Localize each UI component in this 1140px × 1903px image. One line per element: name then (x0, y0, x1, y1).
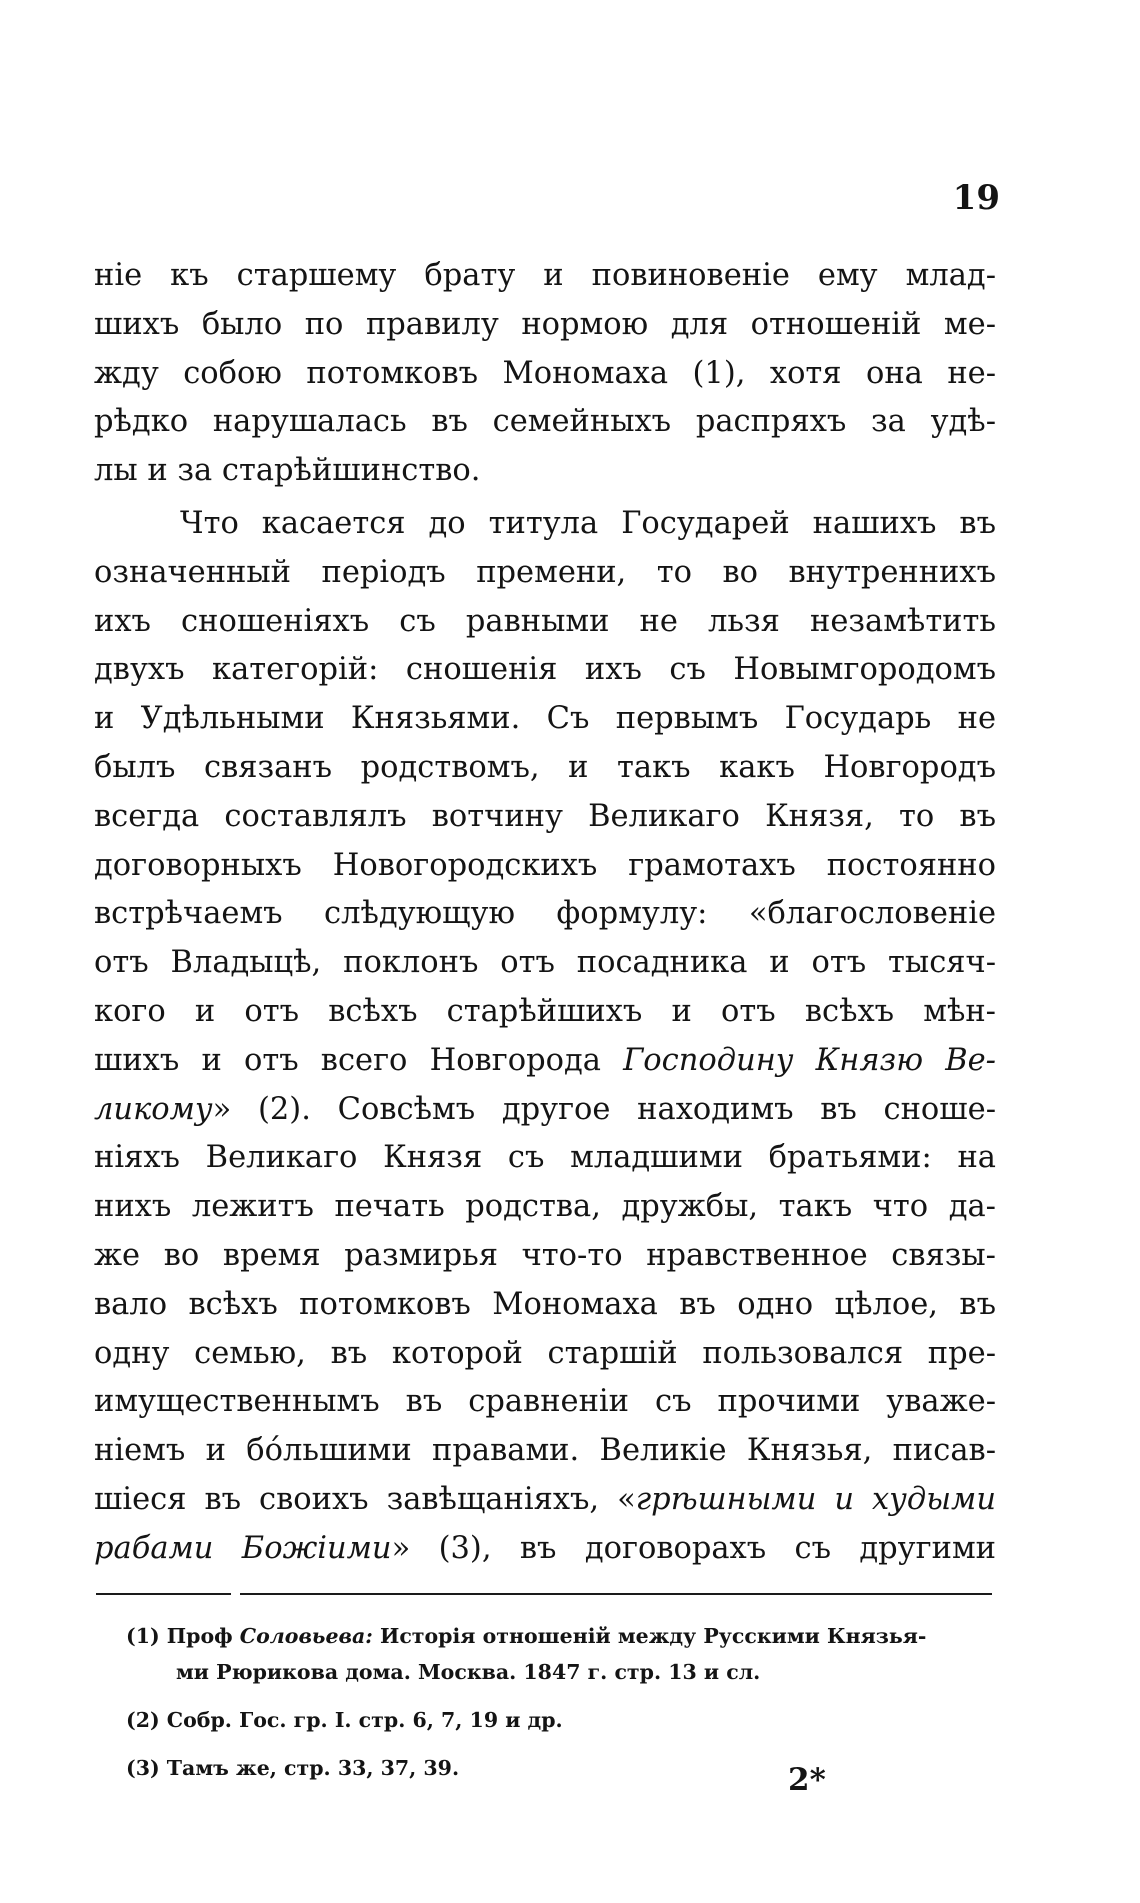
text-line: договорныхъ Новогородскихъ грамотахъ постоянно (94, 847, 996, 883)
text-segment: шихъ и отъ всего Новгорода (94, 1042, 624, 1078)
text-line: отъ Владыцѣ, поклонъ отъ посадника и отъ тысяч- (94, 945, 996, 981)
paragraph-2 (94, 500, 996, 1574)
text-line: ихъ сношеніяхъ съ равными не льзя незамѣтить (94, 603, 996, 639)
italic-author: Соловьева: (239, 1624, 373, 1648)
text-line: нихъ лежитъ печать родства, дружбы, такъ что да- (94, 1189, 996, 1225)
text-line (94, 1086, 996, 1135)
text-line: ніяхъ Великаго Князя съ младшими братьями: на (94, 1140, 996, 1176)
text-line (94, 1476, 996, 1525)
text-line: шихъ было по правилу нормою для отношеній ме- (94, 306, 996, 342)
text-line (94, 1525, 996, 1574)
italic-title: Господину Князю Ве- (623, 1042, 996, 1078)
footnote-3 (126, 1750, 996, 1786)
text-line: жду собою потомковъ Мономаха (1), хотя она не- (94, 355, 996, 391)
text-line: кого и отъ всѣхъ старѣйшихъ и отъ всѣхъ мѣн- (94, 993, 996, 1029)
text-line: встрѣчаемъ слѣдующую формулу: «благословеніе (94, 896, 996, 932)
main-text (94, 252, 996, 1574)
text-line: Что касается до титула Государей нашихъ въ (180, 505, 996, 541)
footnotes (126, 1618, 996, 1798)
italic-quote: рабами Божіими (94, 1530, 392, 1566)
footnote-line (126, 1618, 996, 1654)
text-segment: » (2). Совсѣмъ другое находимъ въ сноше- (212, 1091, 996, 1127)
footnote-line: (2) Собр. Гос. гр. I. стр. 6, 7, 19 и др. (126, 1708, 563, 1732)
page-number: 19 (952, 178, 1000, 218)
text-line: былъ связанъ родствомъ, и такъ какъ Новгородъ (94, 749, 996, 785)
text-line: имущественнымъ въ сравненіи съ прочими уваже- (94, 1384, 996, 1420)
text-segment: Исторія отношеній между Русскими Князья- (372, 1624, 927, 1648)
text-segment: шіеся въ своихъ завѣщаніяхъ, « (94, 1481, 636, 1517)
text-line: и Удѣльными Князьями. Съ первымъ Государь не (94, 701, 996, 737)
footnote-line: (3) Тамъ же, стр. 33, 37, 39. (126, 1756, 460, 1780)
italic-title: ликому (94, 1091, 213, 1127)
text-line: двухъ категорій: сношенія ихъ съ Новымгородомъ (94, 652, 996, 688)
text-line: означенный періодъ премени, то во внутреннихъ (94, 554, 996, 590)
text-line: рѣдко нарушалась въ семейныхъ распряхъ за удѣ- (94, 404, 996, 440)
text-line (94, 1037, 996, 1086)
paragraph-1 (94, 252, 996, 496)
text-line: одну семью, въ которой старшій пользовался пре- (94, 1335, 996, 1371)
text-segment: (1) Проф (126, 1624, 240, 1648)
italic-quote: грѣшными и худыми (635, 1481, 996, 1517)
footnote-rule-long (240, 1593, 992, 1595)
footnote-2 (126, 1702, 996, 1738)
text-line: ніемъ и бо́льшими правами. Великіе Князья, писав- (94, 1433, 996, 1469)
text-segment: » (3), въ договорахъ съ другими (391, 1530, 996, 1566)
text-line: вало всѣхъ потомковъ Мономаха въ одно цѣлое, въ (94, 1286, 996, 1322)
signature-mark: 2* (788, 1762, 826, 1798)
text-line: же во время размирья что-то нравственное связы- (94, 1237, 996, 1273)
text-line: ніе къ старшему брату и повиновеніе ему млад- (94, 258, 996, 293)
footnote-1 (126, 1618, 996, 1690)
text-line: всегда составлялъ вотчину Великаго Князя, то въ (94, 798, 996, 834)
text-line: лы и за старѣйшинство. (94, 453, 481, 489)
footnote-rule-short (96, 1593, 231, 1595)
footnote-line: ми Рюрикова дома. Москва. 1847 г. стр. 13 и сл. (176, 1660, 761, 1684)
